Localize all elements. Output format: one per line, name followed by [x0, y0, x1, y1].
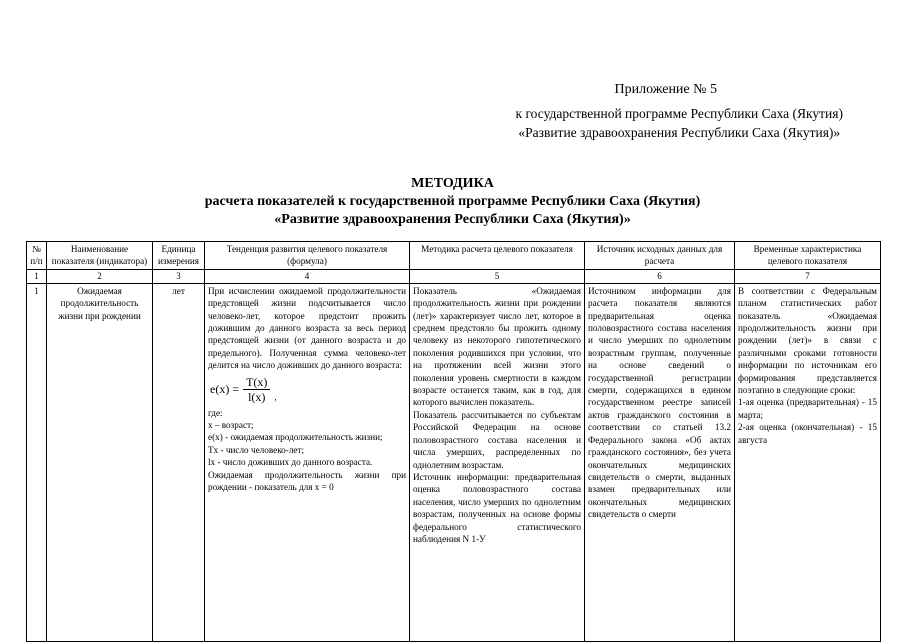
method-cell [410, 283, 585, 641]
table-header-row [27, 242, 881, 270]
header-unit: Единица измерения [153, 242, 205, 270]
timing-paragraph-3: 2-ая оценка (окончательная) - 15 августа [738, 422, 877, 445]
col-number-2: 2 [47, 269, 153, 283]
col-number-3: 3 [153, 269, 205, 283]
definition-3: Tx - число человеко-лет; [208, 444, 305, 455]
trend-text: При исчислении ожидаемой продолжительности предстоящей жизни подсчитывается число человеко-лет, которое предстоит прожить дожившим до данного возраста за весь период предстоящей жизни (от данного возраста и до предельного). Полученная сумма человеко-лет делится на число доживших до данного возраста: [208, 285, 406, 371]
col-number-6: 6 [585, 269, 735, 283]
document-title [0, 175, 905, 229]
source-cell [585, 283, 735, 641]
table-row [27, 283, 881, 641]
method-paragraph-1: Показатель «Ожидаемая продолжительность жизни при рождении (лет)» характеризует число лет, которое в среднем предстояло бы прожить одному человеку из некоторого гипотетического поколения родившихся при условии, что на протяжении всей жизни этого поколения уровень смертности в каждом возрасте останется таким, как в год, для которого вычислен показатель. [413, 285, 581, 408]
method-paragraph-3: Источник информации: предварительная оценка половозрастного состава населения, число умерших по однолетним возрастам, полученных на основе формы федерального статистического наблюдения N 1-У [413, 471, 581, 544]
methodology-table [26, 241, 881, 642]
row-num: 1 [27, 283, 47, 641]
definition-5: Ожидаемая продолжительность жизни при рождении - показатель для x = 0 [208, 469, 406, 493]
source-text: Источником информации для расчета показателя являются предварительная оценка половозрастного состава населения и число умерших по однолетним возрастным группам, полученные на основе сведений о государственной регистрации смерти, содержащихся в едином государственном реестре записей актов гражданского состояния в соответствии со статьей 13.2 Федерального закона «Об актах гражданского состояния», без учета окончательных медицинских свидетельств о смерти, выданных взамен предварительных или окончательных медицинских свидетельств о смерти [588, 285, 731, 520]
header-num: № п/п [27, 242, 47, 270]
definition-4: lx - число доживших до данного возраста. [208, 457, 373, 468]
col-number-1: 1 [27, 269, 47, 283]
header-name: Наименование показателя (индикатора) [47, 242, 153, 270]
formula-fraction [243, 375, 270, 404]
method-paragraph-2: Показатель рассчитывается по субъектам Российской Федерации на основе половозрастного состава населения и числа умерших, распределенных по однолетним возрастам. [413, 409, 581, 470]
formula-denominator: l(x) [248, 389, 266, 404]
header-source: Источник исходных данных для расчета [585, 242, 735, 270]
program-reference-line1: к государственной программе Республики Саха (Якутия) [515, 106, 843, 121]
program-reference-line2: «Развитие здравоохранения Республики Саха (Якутия)» [518, 125, 841, 140]
header-timing: Временные характеристика целевого показателя [735, 242, 881, 270]
header-trend: Тенденция развития целевого показателя (формула) [205, 242, 410, 270]
program-reference [516, 104, 843, 142]
formula-lhs: e(x) = [210, 381, 240, 396]
col-number-5: 5 [410, 269, 585, 283]
trend-cell [205, 283, 410, 641]
title-line2: расчета показателей к государственной программе Республики Саха (Якутия) [204, 194, 701, 209]
title-line3: «Развитие здравоохранения Республики Саха (Якутия)» [274, 212, 631, 227]
indicator-unit: лет [153, 283, 205, 641]
column-number-row [27, 269, 881, 283]
title-line1: МЕТОДИКА [411, 176, 494, 191]
definition-2: e(x) - ожидаемая продолжительность жизни; [208, 432, 383, 443]
indicator-name: Ожидаемая продолжительность жизни при рождении [47, 283, 153, 641]
formula [210, 375, 406, 404]
col-number-7: 7 [735, 269, 881, 283]
timing-paragraph-1: В соответствии с Федеральным планом статистических работ показатель «Ожидаемая продолжительность жизни при рождении (лет)» в связи с различными сроками готовности информации по источникам его формирования представляется поэтапно в следующие сроки: [738, 285, 877, 396]
formula-numerator: T(x) [243, 375, 270, 390]
col-number-4: 4 [205, 269, 410, 283]
header-method: Методика расчета целевого показателя [410, 242, 585, 270]
where-label: где: [208, 407, 223, 418]
timing-cell [735, 283, 881, 641]
appendix-label: Приложение № 5 [614, 82, 717, 97]
definition-1: x – возраст; [208, 420, 254, 431]
timing-paragraph-2: 1-ая оценка (предварительная) - 15 марта; [738, 397, 877, 420]
formula-comma: , [274, 392, 277, 403]
